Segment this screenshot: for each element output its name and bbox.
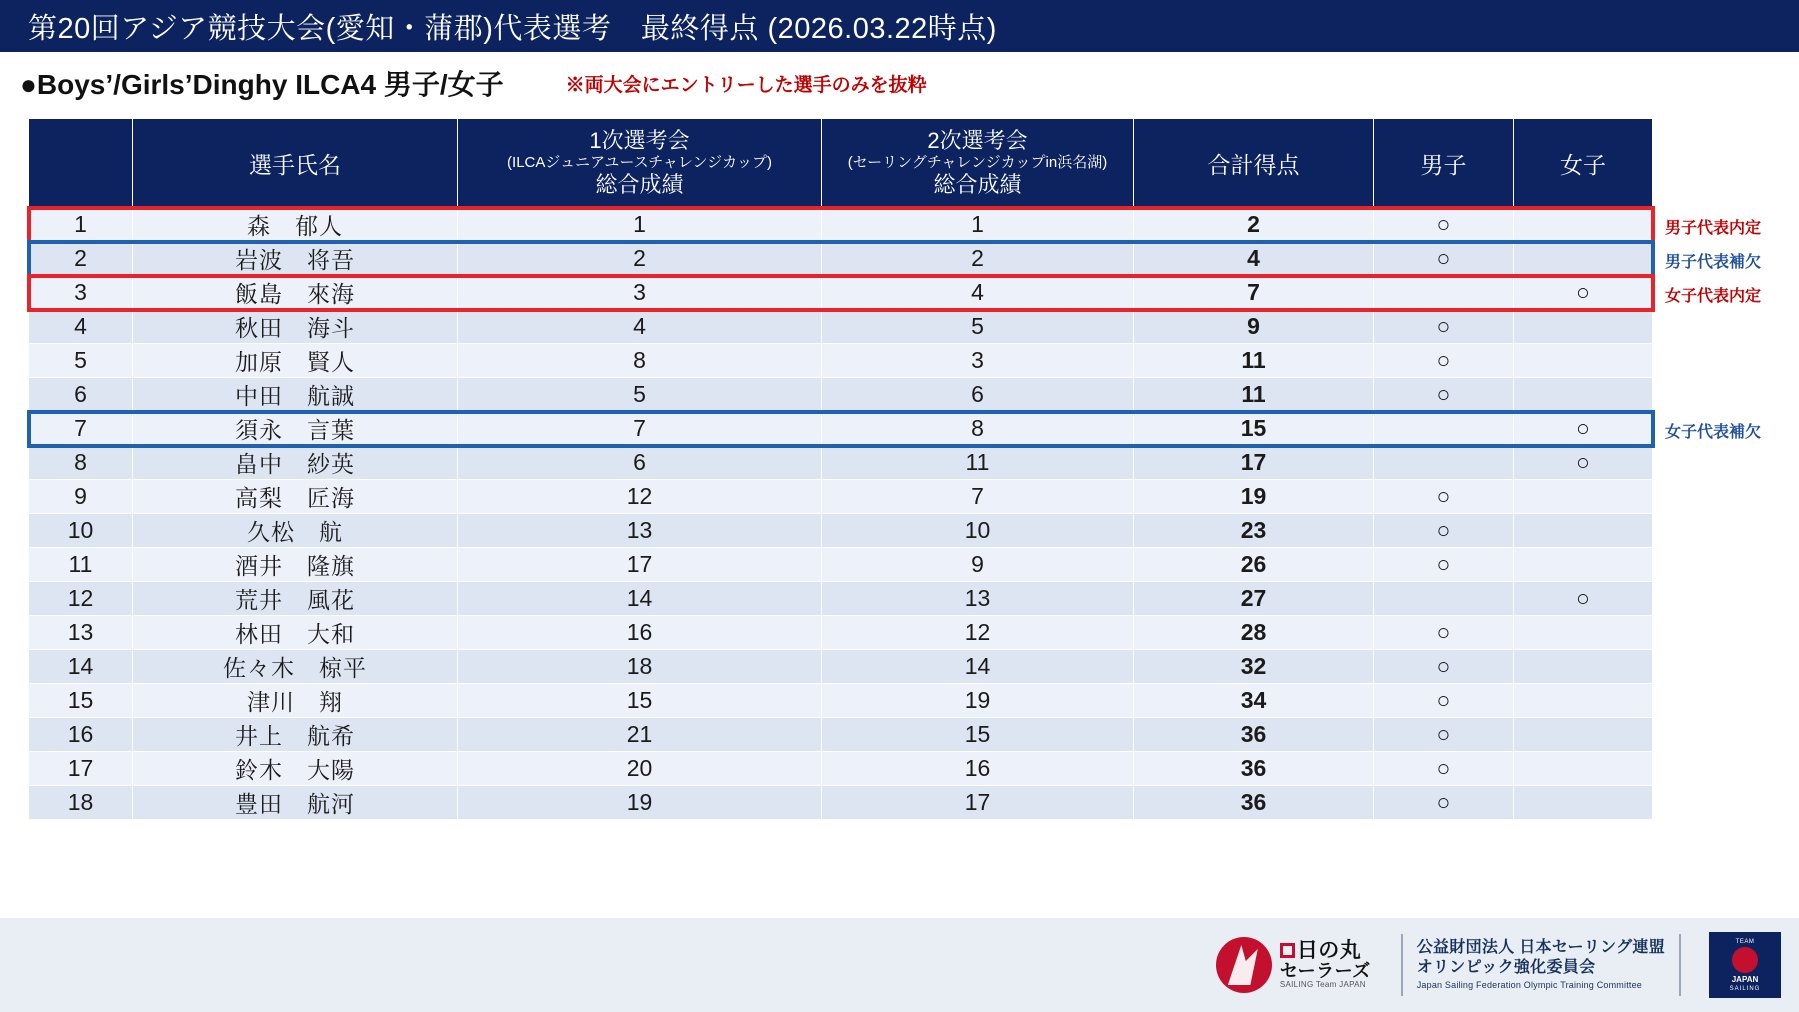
footer-divider — [1401, 934, 1403, 996]
cell-rank: 1 — [29, 208, 133, 242]
cell-girls — [1514, 752, 1653, 786]
table-body — [29, 208, 1653, 820]
table-row — [29, 684, 1653, 718]
table-row — [29, 242, 1653, 276]
hinomaru-line2: セーラーズ — [1279, 961, 1371, 982]
cell-total: 32 — [1134, 650, 1374, 684]
cell-boys — [1374, 446, 1514, 480]
cell-name: 井上 航希 — [133, 718, 458, 752]
table-row — [29, 752, 1653, 786]
hinomaru-line1-text: 日の丸 — [1296, 939, 1362, 963]
cell-total: 11 — [1134, 378, 1374, 412]
cell-girls — [1514, 242, 1653, 276]
cell-name: 秋田 海斗 — [133, 310, 458, 344]
cell-round1: 21 — [458, 718, 822, 752]
results-table-container — [28, 118, 1652, 820]
cell-rank: 11 — [29, 548, 133, 582]
cell-total: 36 — [1134, 786, 1374, 820]
cell-total: 7 — [1134, 276, 1374, 310]
cell-round2: 12 — [822, 616, 1134, 650]
cell-boys: ○ — [1374, 650, 1514, 684]
cell-rank: 12 — [29, 582, 133, 616]
cell-rank: 5 — [29, 344, 133, 378]
cell-total: 27 — [1134, 582, 1374, 616]
cell-rank: 16 — [29, 718, 133, 752]
hinomaru-sailors-logo — [1216, 937, 1387, 993]
col-header-name-label: 選手氏名 — [249, 151, 341, 178]
team-japan-top: TEAM — [1735, 938, 1755, 945]
cell-girls — [1514, 310, 1653, 344]
cell-round1: 4 — [458, 310, 822, 344]
col-header-boys — [1374, 119, 1514, 208]
col-header-round2-line3: 総合成績 — [933, 172, 1022, 197]
cell-boys: ○ — [1374, 310, 1514, 344]
cell-boys: ○ — [1374, 480, 1514, 514]
table-row — [29, 310, 1653, 344]
cell-round1: 6 — [458, 446, 822, 480]
cell-total: 26 — [1134, 548, 1374, 582]
cell-round2: 14 — [822, 650, 1134, 684]
cell-total: 23 — [1134, 514, 1374, 548]
page-title: 第20回アジア競技大会(愛知・蒲郡)代表選考 最終得点 (2026.03.22時点) — [28, 12, 997, 45]
cell-girls — [1514, 786, 1653, 820]
subtitle-heading: ●Boys’/Girls’Dinghy ILCA4 男子/女子 — [20, 69, 504, 100]
cell-rank: 13 — [29, 616, 133, 650]
cell-name: 畠中 紗英 — [133, 446, 458, 480]
cell-rank: 4 — [29, 310, 133, 344]
col-header-total — [1134, 119, 1374, 208]
cell-round2: 1 — [822, 208, 1134, 242]
jsaf-line3: Japan Sailing Federation Olympic Training Committee — [1416, 980, 1643, 991]
cell-girls — [1514, 616, 1653, 650]
cell-name: 酒井 隆旗 — [133, 548, 458, 582]
cell-round1: 5 — [458, 378, 822, 412]
cell-boys — [1374, 276, 1514, 310]
cell-girls — [1514, 650, 1653, 684]
hinomaru-flame-icon — [1216, 937, 1272, 993]
col-header-girls — [1514, 119, 1653, 208]
cell-boys: ○ — [1374, 208, 1514, 242]
col-header-round1-line1: 1次選考会 — [589, 128, 690, 154]
cell-girls — [1514, 208, 1653, 242]
table-header-row — [29, 119, 1653, 208]
cell-round1: 1 — [458, 208, 822, 242]
cell-name: 森 郁人 — [133, 208, 458, 242]
cell-total: 19 — [1134, 480, 1374, 514]
cell-total: 2 — [1134, 208, 1374, 242]
cell-rank: 17 — [29, 752, 133, 786]
table-row — [29, 514, 1653, 548]
cell-total: 15 — [1134, 412, 1374, 446]
cell-girls — [1514, 718, 1653, 752]
cell-boys: ○ — [1374, 752, 1514, 786]
hinomaru-square-icon — [1280, 943, 1295, 958]
jsaf-line1: 公益財団法人 日本セーリング連盟 — [1416, 939, 1665, 957]
cell-round1: 12 — [458, 480, 822, 514]
table-row — [29, 344, 1653, 378]
cell-round2: 11 — [822, 446, 1134, 480]
japan-flag-icon — [1732, 947, 1758, 973]
annotation-label: 女子代表内定 — [1665, 287, 1762, 305]
col-header-rank — [29, 119, 133, 208]
col-header-round2-line1: 2次選考会 — [927, 128, 1028, 154]
cell-round1: 2 — [458, 242, 822, 276]
jsaf-line2: オリンピック強化委員会 — [1416, 959, 1596, 977]
cell-rank: 2 — [29, 242, 133, 276]
cell-name: 中田 航誠 — [133, 378, 458, 412]
cell-total: 36 — [1134, 752, 1374, 786]
hinomaru-logo-text — [1280, 940, 1371, 989]
cell-round1: 16 — [458, 616, 822, 650]
table-row — [29, 412, 1653, 446]
cell-round1: 14 — [458, 582, 822, 616]
table-row — [29, 276, 1653, 310]
cell-boys: ○ — [1374, 242, 1514, 276]
table-row — [29, 718, 1653, 752]
cell-rank: 8 — [29, 446, 133, 480]
cell-girls — [1514, 480, 1653, 514]
cell-round1: 20 — [458, 752, 822, 786]
cell-round2: 17 — [822, 786, 1134, 820]
table-row — [29, 650, 1653, 684]
cell-name: 豊田 航河 — [133, 786, 458, 820]
table-row — [29, 786, 1653, 820]
col-header-name — [133, 119, 458, 208]
cell-round2: 4 — [822, 276, 1134, 310]
col-header-round1-line3: 総合成績 — [595, 172, 684, 197]
hinomaru-line1 — [1280, 940, 1371, 962]
cell-boys: ○ — [1374, 514, 1514, 548]
cell-girls — [1514, 344, 1653, 378]
cell-girls — [1514, 378, 1653, 412]
cell-name: 飯島 來海 — [133, 276, 458, 310]
cell-round2: 10 — [822, 514, 1134, 548]
col-header-round1-line2: (ILCAジュニアユースチャレンジカップ) — [507, 154, 772, 171]
cell-name: 鈴木 大陽 — [133, 752, 458, 786]
table-row — [29, 582, 1653, 616]
cell-round2: 8 — [822, 412, 1134, 446]
cell-name: 岩波 将吾 — [133, 242, 458, 276]
col-header-round2 — [822, 119, 1134, 208]
cell-round2: 9 — [822, 548, 1134, 582]
col-header-boys-label: 男子 — [1420, 151, 1467, 178]
cell-total: 9 — [1134, 310, 1374, 344]
col-header-round1 — [458, 119, 822, 208]
cell-boys: ○ — [1374, 378, 1514, 412]
cell-round1: 19 — [458, 786, 822, 820]
table-row — [29, 208, 1653, 242]
subtitle-note: ※両大会にエントリーした選手のみを抜粋 — [565, 74, 927, 96]
footer-logos — [1216, 930, 1781, 1000]
cell-name: 荒井 風花 — [133, 582, 458, 616]
cell-boys — [1374, 582, 1514, 616]
cell-total: 28 — [1134, 616, 1374, 650]
cell-rank: 3 — [29, 276, 133, 310]
cell-total: 17 — [1134, 446, 1374, 480]
cell-girls — [1514, 514, 1653, 548]
cell-total: 34 — [1134, 684, 1374, 718]
hinomaru-line3: SAILING Team JAPAN — [1279, 980, 1366, 990]
cell-rank: 18 — [29, 786, 133, 820]
cell-rank: 6 — [29, 378, 133, 412]
cell-round1: 17 — [458, 548, 822, 582]
cell-round1: 8 — [458, 344, 822, 378]
cell-name: 林田 大和 — [133, 616, 458, 650]
cell-boys: ○ — [1374, 548, 1514, 582]
table-row — [29, 480, 1653, 514]
title-bar — [0, 0, 1799, 52]
cell-girls: ○ — [1514, 276, 1653, 310]
cell-round2: 6 — [822, 378, 1134, 412]
cell-total: 4 — [1134, 242, 1374, 276]
table-row — [29, 616, 1653, 650]
cell-boys: ○ — [1374, 786, 1514, 820]
cell-round1: 15 — [458, 684, 822, 718]
cell-girls: ○ — [1514, 582, 1653, 616]
team-japan-logo — [1709, 932, 1781, 998]
team-japan-mid: JAPAN — [1731, 974, 1759, 984]
cell-boys — [1374, 412, 1514, 446]
subtitle-row — [0, 62, 1799, 104]
cell-rank: 15 — [29, 684, 133, 718]
annotation-label: 男子代表内定 — [1665, 219, 1762, 237]
cell-name: 須永 言葉 — [133, 412, 458, 446]
col-header-girls-label: 女子 — [1560, 151, 1606, 178]
cell-round2: 5 — [822, 310, 1134, 344]
cell-round2: 16 — [822, 752, 1134, 786]
cell-boys: ○ — [1374, 616, 1514, 650]
cell-rank: 7 — [29, 412, 133, 446]
cell-total: 11 — [1134, 344, 1374, 378]
table-row — [29, 446, 1653, 480]
cell-girls — [1514, 684, 1653, 718]
team-japan-bottom: SAILING — [1729, 985, 1761, 992]
cell-round2: 19 — [822, 684, 1134, 718]
cell-round1: 13 — [458, 514, 822, 548]
cell-girls: ○ — [1514, 446, 1653, 480]
results-table — [28, 118, 1653, 820]
table-header — [29, 119, 1653, 208]
cell-round2: 2 — [822, 242, 1134, 276]
cell-round2: 15 — [822, 718, 1134, 752]
cell-girls: ○ — [1514, 412, 1653, 446]
cell-round2: 7 — [822, 480, 1134, 514]
cell-rank: 9 — [29, 480, 133, 514]
cell-name: 加原 賢人 — [133, 344, 458, 378]
cell-round2: 13 — [822, 582, 1134, 616]
col-header-total-label: 合計得点 — [1207, 151, 1300, 178]
footer-divider-2 — [1679, 934, 1681, 996]
table-row — [29, 378, 1653, 412]
cell-name: 高梨 匠海 — [133, 480, 458, 514]
table-row — [29, 548, 1653, 582]
cell-boys: ○ — [1374, 718, 1514, 752]
cell-round1: 7 — [458, 412, 822, 446]
cell-rank: 14 — [29, 650, 133, 684]
cell-name: 佐々木 椋平 — [133, 650, 458, 684]
cell-name: 津川 翔 — [133, 684, 458, 718]
cell-name: 久松 航 — [133, 514, 458, 548]
col-header-round2-line2: (セーリングチャレンジカップin浜名湖) — [847, 154, 1108, 171]
cell-round1: 18 — [458, 650, 822, 684]
cell-round1: 3 — [458, 276, 822, 310]
cell-girls — [1514, 548, 1653, 582]
annotation-label: 男子代表補欠 — [1665, 253, 1762, 271]
cell-total: 36 — [1134, 718, 1374, 752]
jsaf-logo-text — [1417, 938, 1665, 991]
cell-boys: ○ — [1374, 344, 1514, 378]
cell-round2: 3 — [822, 344, 1134, 378]
annotation-label: 女子代表補欠 — [1665, 423, 1762, 441]
cell-rank: 10 — [29, 514, 133, 548]
cell-boys: ○ — [1374, 684, 1514, 718]
